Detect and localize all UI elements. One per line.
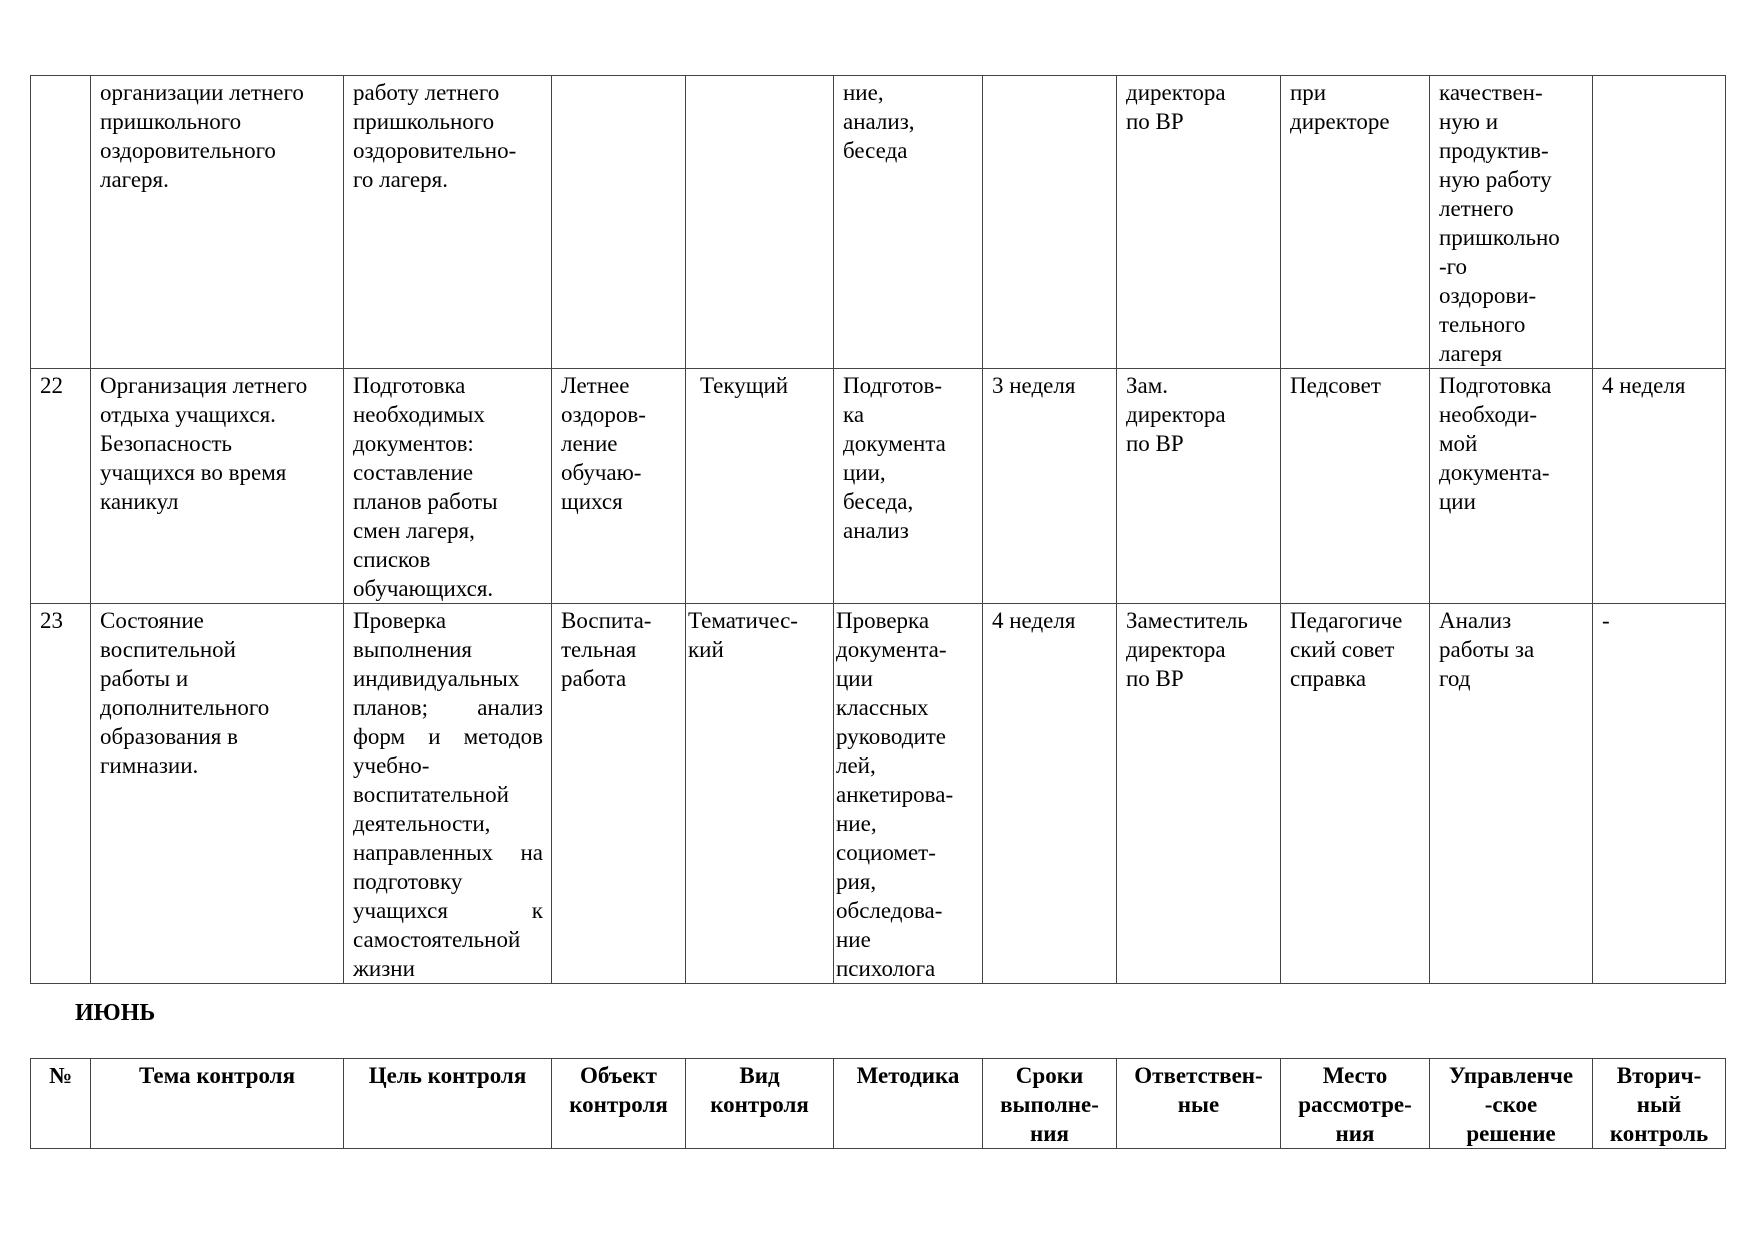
header-responsible: Ответствен- ные [1117, 1059, 1281, 1149]
cell-goal: работу летнего пришкольного оздоровительно- го лагеря. [344, 76, 552, 369]
cell-object [552, 76, 686, 369]
cell-secondary: - [1593, 604, 1726, 984]
table-row [31, 604, 1726, 984]
cell-method: Проверка документа- ции классных руководите лей, анкетирова- ние, социомет- рия, обследова- ние психолога [834, 604, 983, 984]
cell-num [31, 76, 91, 369]
header-topic: Тема контроля [91, 1059, 344, 1149]
header-goal: Цель контроля [344, 1059, 552, 1149]
cell-deadline [983, 76, 1117, 369]
header-method: Методика [834, 1059, 983, 1149]
header-place: Место рассмотре- ния [1281, 1059, 1430, 1149]
cell-object: Летнее оздоров- ление обучаю- щихся [552, 369, 686, 604]
cell-type: Тематичес- кий [686, 604, 834, 984]
cell-type: Текущий [686, 369, 834, 604]
section-title: ИЮНЬ [75, 1000, 156, 1026]
control-plan-table [30, 75, 1726, 984]
header-object: Объект контроля [552, 1059, 686, 1149]
cell-topic: Состояние воспительной работы и дополнительного образования в гимназии. [91, 604, 344, 984]
cell-deadline: 3 неделя [983, 369, 1117, 604]
header-deadline: Сроки выполне- ния [983, 1059, 1117, 1149]
cell-decision: качествен- ную и продуктив- ную работу летнего пришкольно -го оздорови- тельного лагеря [1430, 76, 1593, 369]
cell-secondary: 4 неделя [1593, 369, 1726, 604]
table-row [31, 76, 1726, 369]
cell-responsible: Заместитель директора по ВР [1117, 604, 1281, 984]
header-num: № [31, 1059, 91, 1149]
cell-method: ние, анализ, беседа [834, 76, 983, 369]
header-type: Вид контроля [686, 1059, 834, 1149]
cell-deadline: 4 неделя [983, 604, 1117, 984]
cell-topic: организации летнего пришкольного оздоровительного лагеря. [91, 76, 344, 369]
header-secondary: Вторич- ный контроль [1593, 1059, 1726, 1149]
cell-goal: Проверка выполнения индивидуальных планов; анализ форм и методов учебно-воспитательной деятельности, направленных на подготовку учащихся к самостоятельной жизни [344, 604, 552, 984]
cell-topic: Организация летнего отдыха учащихся. Безопасность учащихся во время каникул [91, 369, 344, 604]
cell-place: при директоре [1281, 76, 1430, 369]
table-header-row [31, 1059, 1726, 1149]
cell-num: 23 [31, 604, 91, 984]
cell-object: Воспита- тельная работа [552, 604, 686, 984]
cell-place: Педсовет [1281, 369, 1430, 604]
table-row [31, 369, 1726, 604]
cell-responsible: Зам. директора по ВР [1117, 369, 1281, 604]
cell-responsible: директора по ВР [1117, 76, 1281, 369]
cell-num: 22 [31, 369, 91, 604]
cell-decision: Анализ работы за год [1430, 604, 1593, 984]
cell-goal: Подготовка необходимых документов: составление планов работы смен лагеря, списков обучающихся. [344, 369, 552, 604]
cell-secondary [1593, 76, 1726, 369]
cell-type [686, 76, 834, 369]
cell-decision: Подготовка необходи- мой документа- ции [1430, 369, 1593, 604]
june-control-table [30, 1058, 1726, 1149]
cell-method: Подготов- ка документа ции, беседа, анализ [834, 369, 983, 604]
cell-place: Педагогиче ский совет справка [1281, 604, 1430, 984]
header-decision: Управленче -ское решение [1430, 1059, 1593, 1149]
